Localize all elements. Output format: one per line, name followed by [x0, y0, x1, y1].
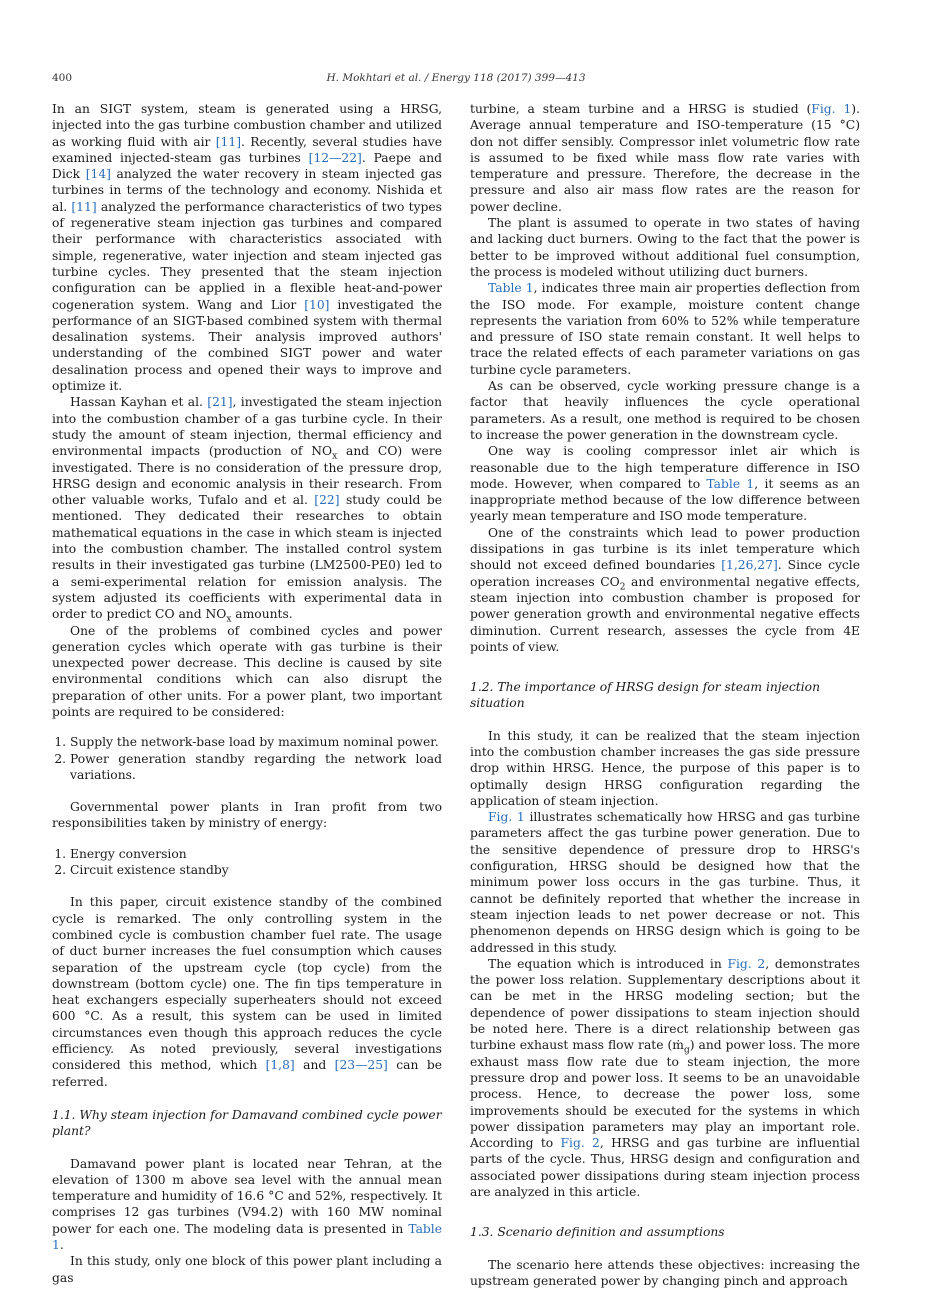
- paragraph: turbine, a steam turbine and a HRSG is studied (Fig. 1). Average annual temperature and ISO-temperature (15 °C) don not differ sensibly. Compressor inlet volumetric flow rate is assumed to be fixed while mass flow rate varies with temperature and pressure. Therefore, the decrease in the pressure and also air mass flow rates are the reason for power decline.: [470, 102, 860, 214]
- paragraph: In this study, only one block of this power plant including a gas: [52, 1254, 442, 1285]
- paragraph: The plant is assumed to operate in two states of having and lacking duct burners. Owing to the fact that the power is better to be improved without additional fuel consumption, the process is modeled without utilizing duct burners.: [470, 216, 860, 279]
- paragraph: One of the problems of combined cycles and power generation cycles which operate with gas turbine is their unexpected power decrease. This decline is caused by site environmental conditions which can also disrupt the preparation of other units. For a power plant, two important points are required to be considered:: [52, 623, 442, 719]
- citation-link[interactable]: [11]: [71, 199, 97, 214]
- citation-link[interactable]: [23—25]: [334, 1058, 388, 1073]
- paragraph: Damavand power plant is located near Tehran, at the elevation of 1300 m above sea level with the annual mean temperature and humidity of 16.6 °C and 52%, respectively. It comprises 12 gas turbines (V94.2) with 160 MW nominal power for each one. The modeling data is presented in Table 1.: [52, 1156, 442, 1252]
- running-title: H. Mokhtari et al. / Energy 118 (2017) 399—413: [326, 72, 586, 84]
- section-heading: 1.3. Scenario definition and assumptions: [470, 1225, 725, 1240]
- citation-link[interactable]: [22]: [314, 493, 340, 508]
- paragraph: In an SIGT system, steam is generated using a HRSG, injected into the gas turbine combustion chamber and utilized as working fluid with air [11]. Recently, several studies have examined injected-steam gas turbines [12—22]. Paepe and Dick [14] analyzed the water recovery in steam injected gas turbines in terms of the technology and economy. Nishida et al. [11] analyzed the performance characteristics of two types of regenerative steam injection gas turbines and compared their performance with characteristics associated with simple, regenerative, water injection and steam injected gas turbine cycles. They presented that the steam injection configuration can be applied in a flexible heat-and-power cogeneration system. Wang and Lior [10] investigated the performance of an SIGT-based combined system with thermal desalination systems. Their analysis improved authors' understanding of the combined SIGT power and water desalination process and opened their ways to improve and optimize it.: [52, 102, 443, 394]
- numbered-list: [52, 846, 442, 879]
- figure-link[interactable]: Fig. 1: [488, 810, 525, 825]
- section-heading: 1.1. Why steam injection for Damavand combined cycle power plant?: [52, 1107, 442, 1139]
- paragraph: The scenario here attends these objectives: increasing the upstream generated power by changing pinch and approach: [470, 1257, 860, 1288]
- citation-link[interactable]: [14]: [85, 167, 111, 182]
- paragraph: In this study, it can be realized that the steam injection into the combustion chamber increases the gas side pressure drop within HRSG. Hence, the purpose of this paper is to optimally design HRSG configuration regarding the application of steam injection.: [470, 728, 860, 808]
- paragraph: Fig. 1 illustrates schematically how HRSG and gas turbine parameters affect the gas turbine power generation. Due to the sensitive dependence of pressure drop to HRSG's configuration, HRSG should be designed how that the minimum power loss occurs in the gas turbine. Thus, it cannot be definitely reported that whether the increase in steam injection leads to net power decrease or not. This phenomenon depends on HRSG design which is going to be addressed in this study.: [470, 810, 860, 955]
- right-column: [470, 101, 860, 1289]
- table-link[interactable]: Table 1: [52, 1221, 442, 1252]
- table-link[interactable]: Table 1: [488, 281, 534, 296]
- list-item: 1. Supply the network-base load by maximum nominal power.: [70, 734, 442, 750]
- citation-link[interactable]: [21]: [207, 395, 233, 410]
- paragraph: One way is cooling compressor inlet air which is reasonable due to the high temperature difference in ISO mode. However, when compared to Table 1, it seems as an inappropriate method because of the low difference between yearly mean temperature and ISO mode temperature.: [470, 444, 860, 524]
- table-link[interactable]: Table 1: [706, 476, 755, 491]
- paragraph: Governmental power plants in Iran profit from two responsibilities taken by ministry of energy:: [52, 800, 442, 831]
- paragraph: The equation which is introduced in Fig. 2, demonstrates the power loss relation. Supplementary descriptions about it can be met in the HRSG modeling section; but the dependence of power dissipations to steam injection should be noted here. There is a direct relationship between gas turbine exhaust mass flow rate (ṁ$_g$) and power loss. The more exhaust mass flow rate due to steam injection, the more pressure drop and power loss. It seems to be an unavoidable process. Hence, to decrease the power loss, some improvements should be executed for the systems in which power dissipation parameters may play an important role. According to Fig. 2, HRSG and gas turbine are influential parts of the cycle. Thus, HRSG design and configuration and associated power dissipations during steam injection process are analyzed in this article.: [470, 956, 861, 1199]
- list-item: 1. Energy conversion: [70, 846, 442, 862]
- numbered-list: [52, 734, 442, 783]
- left-column: [52, 101, 442, 1286]
- citation-link[interactable]: [1,8]: [265, 1058, 295, 1073]
- paragraph: One of the constraints which lead to power production dissipations in gas turbine is its inlet temperature which should not exceed defined boundaries [1,26,27]. Since cycle operation increases $CO_2$ and environmental negative effects, steam injection into combustion chamber is proposed for power generation growth and environmental negative effects diminution. Current research, assesses the cycle from 4E points of view.: [470, 525, 861, 654]
- paragraph: In this paper, circuit existence standby of the combined cycle is remarked. The only controlling system in the combined cycle is combustion chamber fuel rate. The usage of duct burner increases the fuel consumption which causes separation of the upstream cycle (top cycle) from the downstream (bottom cycle) one. The fin tips temperature in heat exchangers especially superheaters should not exceed 600 °C. As a result, this system can be used in limited circumstances even though this approach reduces the cycle efficiency. As noted previously, several investigations considered this method, which [1,8] and [23—25] can be referred.: [52, 895, 442, 1089]
- paragraph: Table 1, indicates three main air properties deflection from the ISO mode. For example, moisture content change represents the variation from 60% to 52% while temperature and pressure of ISO state remain constant. It well helps to trace the related effects of each parameter variations on gas turbine cycle parameters.: [470, 281, 860, 377]
- citation-link[interactable]: [12—22]: [308, 150, 362, 165]
- page-number: 400: [52, 72, 73, 84]
- figure-link[interactable]: Fig. 1: [811, 102, 852, 116]
- citation-link[interactable]: [11]: [215, 134, 241, 149]
- citation-link[interactable]: [1,26,27]: [721, 558, 778, 573]
- list-item: 2. Power generation standby regarding the network load variations.: [70, 751, 442, 784]
- figure-link[interactable]: Fig. 2: [727, 956, 766, 971]
- paragraph: Hassan Kayhan et al. [21], investigated the steam injection into the combustion chamber of a gas turbine cycle. In their study the amount of steam injection, thermal efficiency and environmental impacts (production of $NO_x$ and CO) were investigated. There is no consideration of the pressure drop, HRSG design and economic analysis in their research. From other valuable works, Tufalo and et al. [22] study could be mentioned. They dedicated their researches to obtain mathematical equations in the case in which steam is injected into the combustion chamber. The installed control system results in their investigated gas turbine (LM2500-PE0) led to a semi-experimental relation for emission analysis. The system adjusted its coefficients with experimental data in order to predict CO and $NO_x$ amounts.: [52, 395, 442, 625]
- page-header: [52, 72, 860, 88]
- list-item: 2. Circuit existence standby: [70, 862, 442, 878]
- citation-link[interactable]: [10]: [304, 297, 330, 312]
- section-heading: 1.2. The importance of HRSG design for steam injection situation: [470, 680, 820, 711]
- figure-link[interactable]: Fig. 2: [560, 1136, 600, 1151]
- paragraph: As can be observed, cycle working pressure change is a factor that heavily influences the cycle operational parameters. As a result, one method is required to be chosen to increase the power generation in the downstream cycle.: [470, 379, 860, 442]
